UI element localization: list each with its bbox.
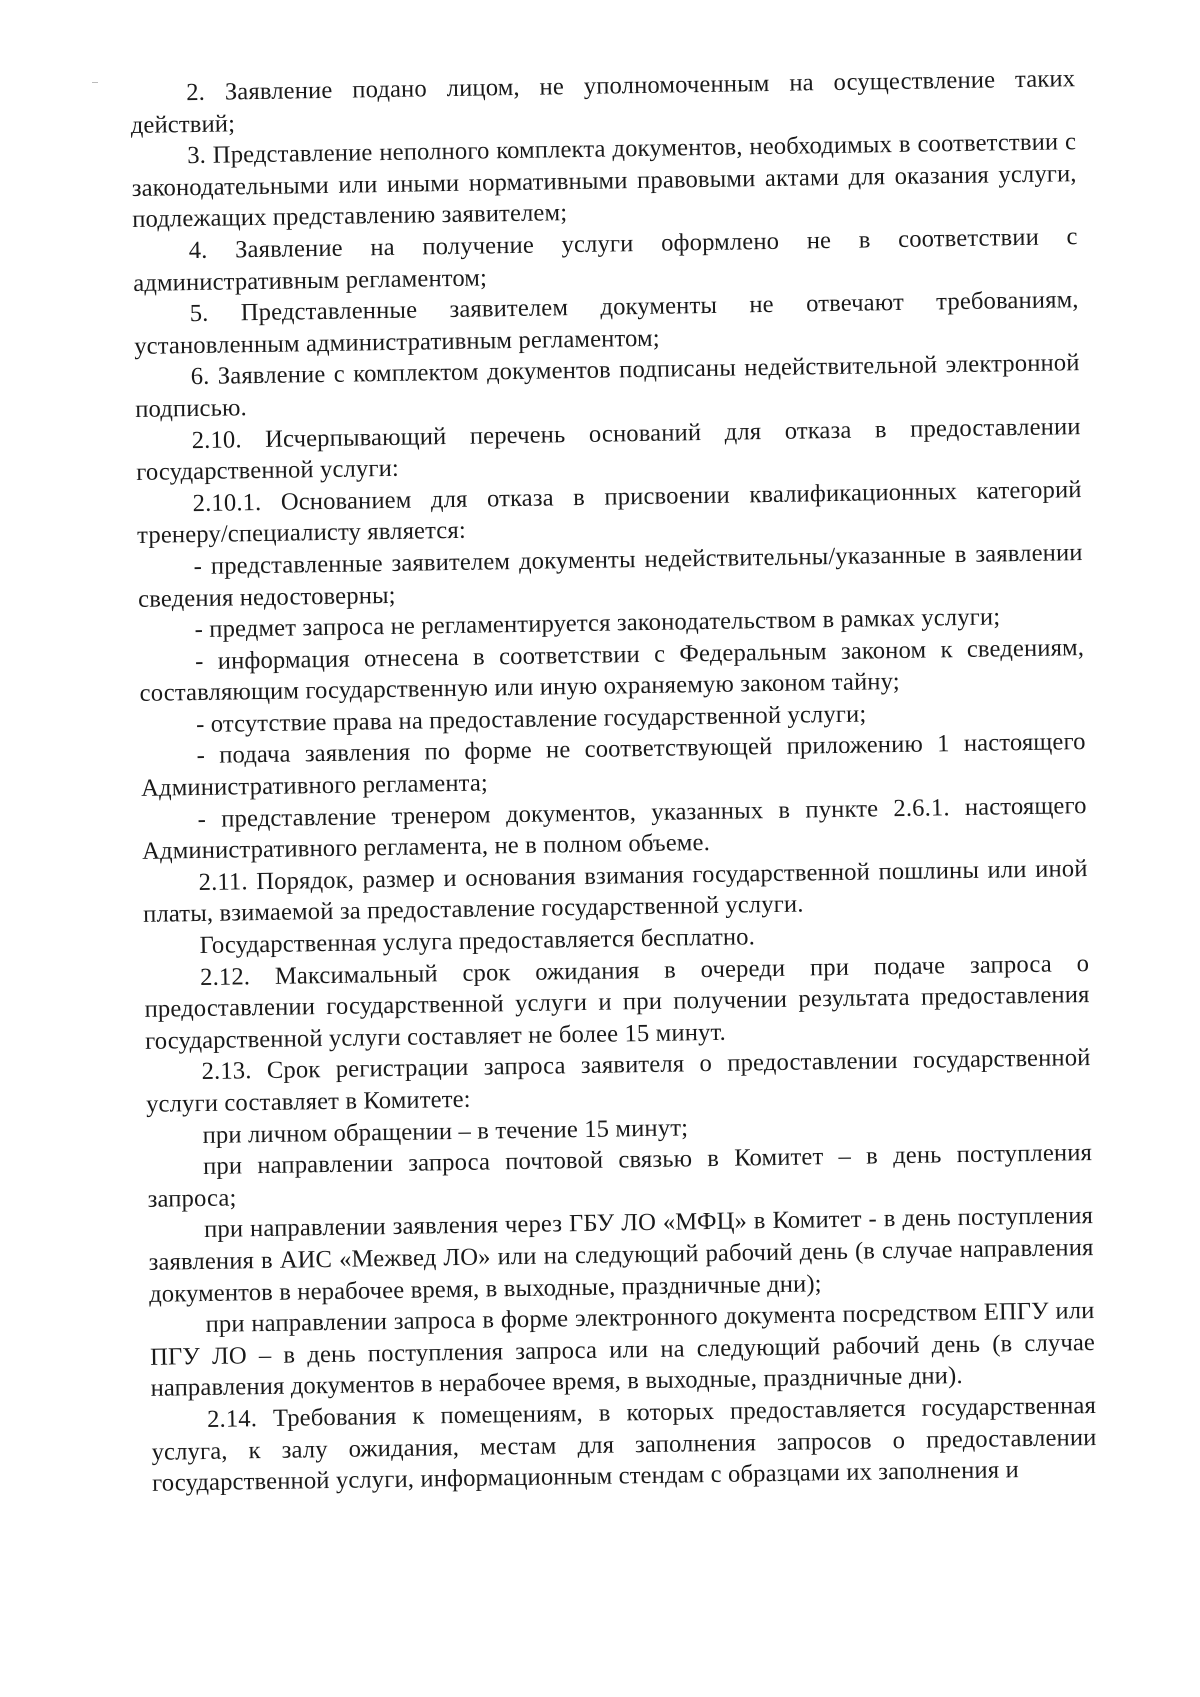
- free-of-charge-statement: Государственная услуга предоставляется бесплатно.: [199, 923, 756, 960]
- refusal-ground-incomplete-documents: - представление тренером документов, указанных в пункте 2.6.1. настоящего Административного регламента, не в полном объеме.: [141, 791, 1087, 866]
- refusal-ground-secret-information: - информация отнесена в соответствии с Федеральным законом к сведениям, составляющим государственную или иную охраняемую законом тайну;: [139, 633, 1085, 708]
- refusal-ground-not-regulated: - предмет запроса не регламентируется законодательством в рамках услуги;: [194, 603, 1001, 644]
- paragraph-item-5: 5. Представленные заявителем документы не отвечают требованиям, установленным административным регламентом;: [134, 286, 1079, 360]
- section-2-13: 2.13. Срок регистрации запроса заявителя о предоставлении государственной услуги составляет в Комитете:: [145, 1044, 1091, 1118]
- registration-in-person: при личном обращении – в течение 15 минут;: [202, 1113, 689, 1149]
- scan-artifact: [92, 82, 98, 83]
- section-2-12: 2.12. Максимальный срок ожидания в очереди при подаче запроса о предоставлении государственной услуги и при получении результата предоставления государственной услуги составляет не более 15 минут.: [144, 949, 1090, 1055]
- paragraph-item-6: 6. Заявление с комплектом документов подписаны недействительной электронной подписью.: [134, 349, 1080, 423]
- section-2-11: 2.11. Порядок, размер и основания взимания государственной пошлины или иной платы, взимаемой за предоставление государственной услуги.: [142, 854, 1088, 929]
- section-2-10-heading: 2.10. Исчерпывающий перечень оснований для отказа в предоставлении государственной услуги:: [135, 412, 1081, 487]
- section-2-14: 2.14. Требования к помещениям, в которых предоставляется государственная услуга, к залу ожидания, местам для заполнения запросов о предоставлении государственной услуги, информационным стендам с образцами их заполнения и: [151, 1391, 1097, 1497]
- refusal-ground-no-right: - отсутствие права на предоставление государственной услуги;: [195, 700, 867, 738]
- registration-electronic: при направлении запроса в форме электронного документа посредством ЕПГУ или ПГУ ЛО – в день поступления запроса или на следующий рабочий день (в случае направления документов в нерабочее время, в выходные, праздничные дни).: [149, 1297, 1096, 1403]
- document-page: [130, 63, 1097, 1499]
- paragraph-item-3: 3. Представление неполного комплекта документов, необходимых в соответствии с законодательными или иными нормативными правовыми актами для оказания услуги, подлежащих представлению заявителем;: [131, 128, 1077, 234]
- registration-via-mfc: при направлении заявления через ГБУ ЛО «МФЦ» в Комитет - в день поступления заявления в АИС «Межвед ЛО» или на следующий рабочий день (в случае направления документов в нерабочее время, в выходные, праздничные дни);: [148, 1202, 1094, 1308]
- refusal-ground-invalid-documents: - представленные заявителем документы недействительны/указанные в заявлении сведения недостоверны;: [137, 539, 1083, 613]
- registration-by-post: при направлении запроса почтовой связью в Комитет – в день поступления запроса;: [147, 1139, 1093, 1213]
- paragraph-item-2: 2. Заявление подано лицом, не уполномоченным на осуществление таких действий;: [130, 65, 1076, 139]
- paragraph-item-4: 4. Заявление на получение услуги оформлено не в соответствии с административным регламентом;: [133, 223, 1078, 297]
- section-2-10-1: 2.10.1. Основанием для отказа в присвоении квалификационных категорий тренеру/специалисту является:: [136, 475, 1082, 550]
- refusal-ground-wrong-form: - подача заявления по форме не соответствующей приложению 1 настоящего Административного регламента;: [140, 728, 1086, 802]
